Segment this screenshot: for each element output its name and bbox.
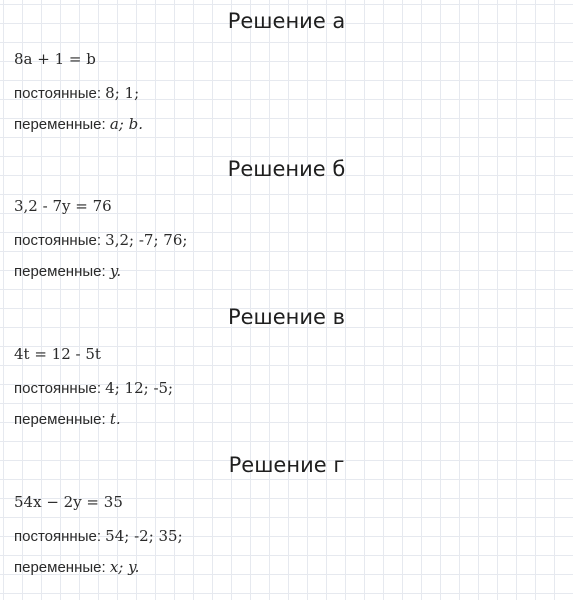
variables-value: t. [109,410,121,428]
variables-label: переменные: [14,116,106,133]
constants-label: постоянные: [14,85,101,102]
constants-value: 8; 1; [105,84,140,102]
equation: 4t = 12 - 5t [14,345,101,363]
constants-line [14,84,139,103]
equation: 8a + 1 = b [14,50,96,68]
constants-label: постоянные: [14,528,101,545]
constants-value: 4; 12; -5; [105,379,174,397]
constants-value: 54; -2; 35; [105,527,183,545]
constants-line [14,379,173,398]
section-heading: Решение б [227,157,346,181]
variables-line [14,558,139,577]
constants-label: постоянные: [14,380,101,397]
variables-line [14,262,121,281]
variables-value: a; b. [109,115,143,133]
variables-value: y. [109,262,122,280]
constants-line [14,527,183,546]
equation: 3,2 - 7y = 76 [14,197,112,215]
section-heading: Решение в [227,305,346,329]
variables-value: x; y. [109,558,140,576]
equation: 54x − 2y = 35 [14,493,123,511]
variables-line [14,115,143,134]
variables-line [14,410,121,429]
section-heading: Решение г [228,453,345,477]
variables-label: переменные: [14,559,106,576]
constants-line [14,231,187,250]
section-heading: Решение а [227,9,346,33]
variables-label: переменные: [14,411,106,428]
constants-value: 3,2; -7; 76; [105,231,188,249]
variables-label: переменные: [14,263,106,280]
constants-label: постоянные: [14,232,101,249]
